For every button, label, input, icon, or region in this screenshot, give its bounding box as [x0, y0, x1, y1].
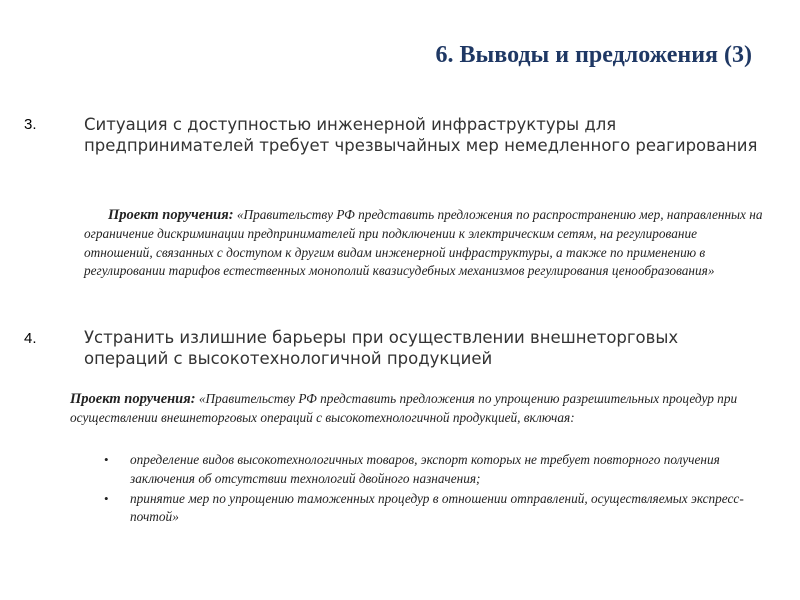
bullet-dot-icon: •: [104, 490, 109, 506]
order-text: «Правительству РФ представить предложения по упрощению разрешительных процедур при осуществлении внешнеторговых операций с высокотехнологичной продукцией, включая:: [70, 391, 738, 425]
item-text: Ситуация с доступностью инженерной инфраструктуры для предпринимателей требует чрезвычайных мер немедленного реагирования: [84, 115, 758, 155]
bullet-dot-icon: •: [104, 452, 109, 467]
order-text: «Правительству РФ представить предложения по распространению мер, направленных на ограничение дискриминации предпринимателей при подключении к электрическим сетям, на регулирование отношений, связанных с доступом к другим видам инженерной инфраструктуры, а также по применению в регулировании тарифов естественных монополий квазисудебных механизмов регулирования ценообразования»: [84, 207, 763, 279]
order-block: [70, 390, 764, 428]
bullet-list: [100, 451, 760, 528]
bullet-text: определение видов высокотехнологичных товаров, экспорт которых не требует повторного получения заключения об отсутствии технологий двойного назначения;: [130, 452, 720, 486]
slide-title: 6. Выводы и предложения (3): [435, 42, 752, 68]
bullet-text: принятие мер по упрощению таможенных процедур в отношении отправлений, осуществляемых экспресс-почтой»: [130, 490, 744, 525]
item-text: Устранить излишние барьеры при осуществлении внешнеторговых операций с высокотехнологичной продукцией: [84, 328, 679, 368]
item-number: 4.: [24, 330, 37, 347]
item-number: 3.: [24, 116, 37, 133]
list-item: [100, 451, 760, 489]
order-label: Проект поручения:: [70, 391, 196, 407]
order-block: [84, 206, 764, 281]
list-item: [100, 490, 760, 528]
order-label: Проект поручения:: [108, 207, 234, 223]
